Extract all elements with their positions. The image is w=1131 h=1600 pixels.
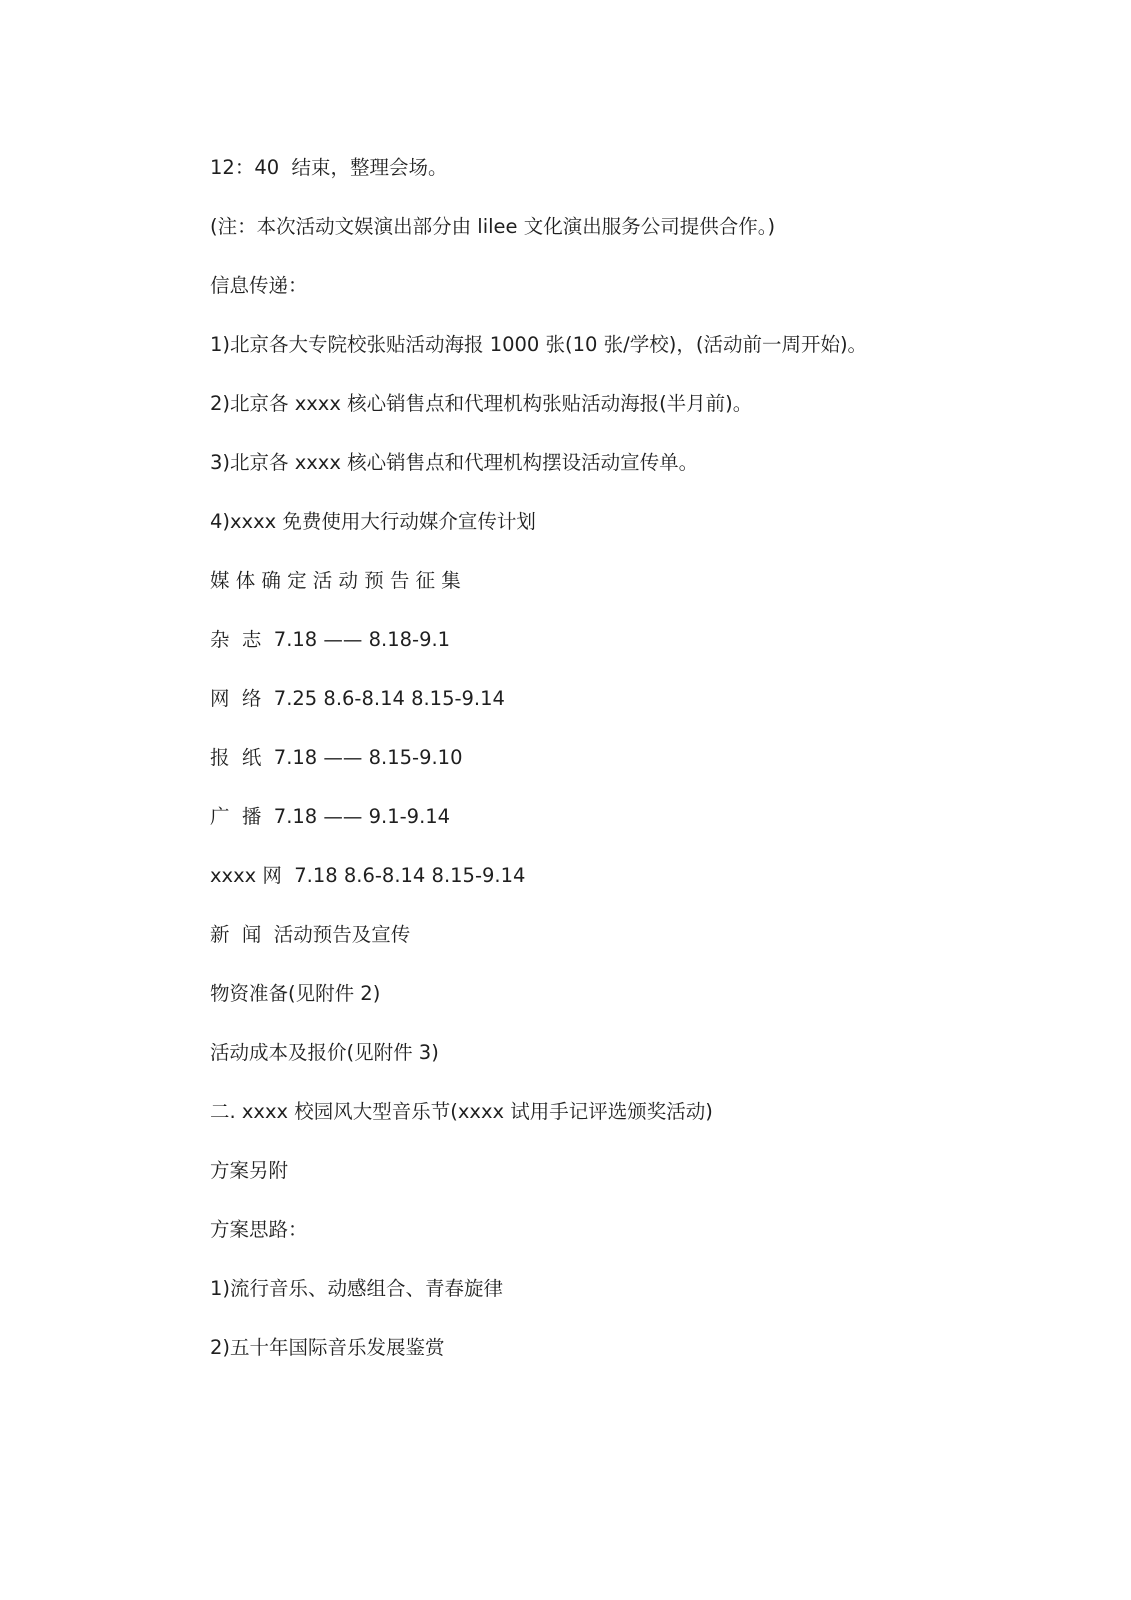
- schedule-end-line: 12：40 结束，整理会场。: [210, 156, 448, 179]
- info-item-3: 3)北京各 xxxx 核心销售点和代理机构摆设活动宣传单。: [210, 451, 699, 474]
- document-body: [210, 148, 1050, 1387]
- plan-idea-1: 1)流行音乐、动感组合、青春旋律: [210, 1277, 504, 1300]
- media-row-website: xxxx 网 7.18 8.6-8.14 8.15-9.14: [210, 864, 526, 887]
- plan-attached-line: 方案另附: [210, 1159, 289, 1182]
- info-item-2: 2)北京各 xxxx 核心销售点和代理机构张贴活动海报(半月前)。: [210, 392, 753, 415]
- info-item-4: 4)xxxx 免费使用大行动媒介宣传计划: [210, 510, 536, 533]
- media-row-newspaper: 报 纸 7.18 —— 8.15-9.10: [210, 746, 463, 769]
- media-row-magazine: 杂 志 7.18 —— 8.18-9.1: [210, 628, 451, 651]
- media-row-news: 新 闻 活动预告及宣传: [210, 923, 411, 946]
- media-table-header: 媒 体 确 定 活 动 预 告 征 集: [210, 569, 461, 592]
- media-row-radio: 广 播 7.18 —— 9.1-9.14: [210, 805, 451, 828]
- performance-note-line: (注：本次活动文娱演出部分由 lilee 文化演出服务公司提供合作。): [210, 215, 776, 238]
- plan-ideas-heading: 方案思路：: [210, 1218, 308, 1241]
- media-row-internet: 网 络 7.25 8.6-8.14 8.15-9.14: [210, 687, 505, 710]
- plan-idea-2: 2)五十年国际音乐发展鉴赏: [210, 1336, 445, 1359]
- materials-line: 物资准备(见附件 2): [210, 982, 381, 1005]
- info-item-1: 1)北京各大专院校张贴活动海报 1000 张(10 张/学校)，(活动前一周开始)。: [210, 333, 868, 356]
- section-heading-music-festival: 二. xxxx 校园风大型音乐节(xxxx 试用手记评选颁奖活动): [210, 1100, 713, 1123]
- cost-line: 活动成本及报价(见附件 3): [210, 1041, 439, 1064]
- section-heading-info: 信息传递：: [210, 274, 308, 297]
